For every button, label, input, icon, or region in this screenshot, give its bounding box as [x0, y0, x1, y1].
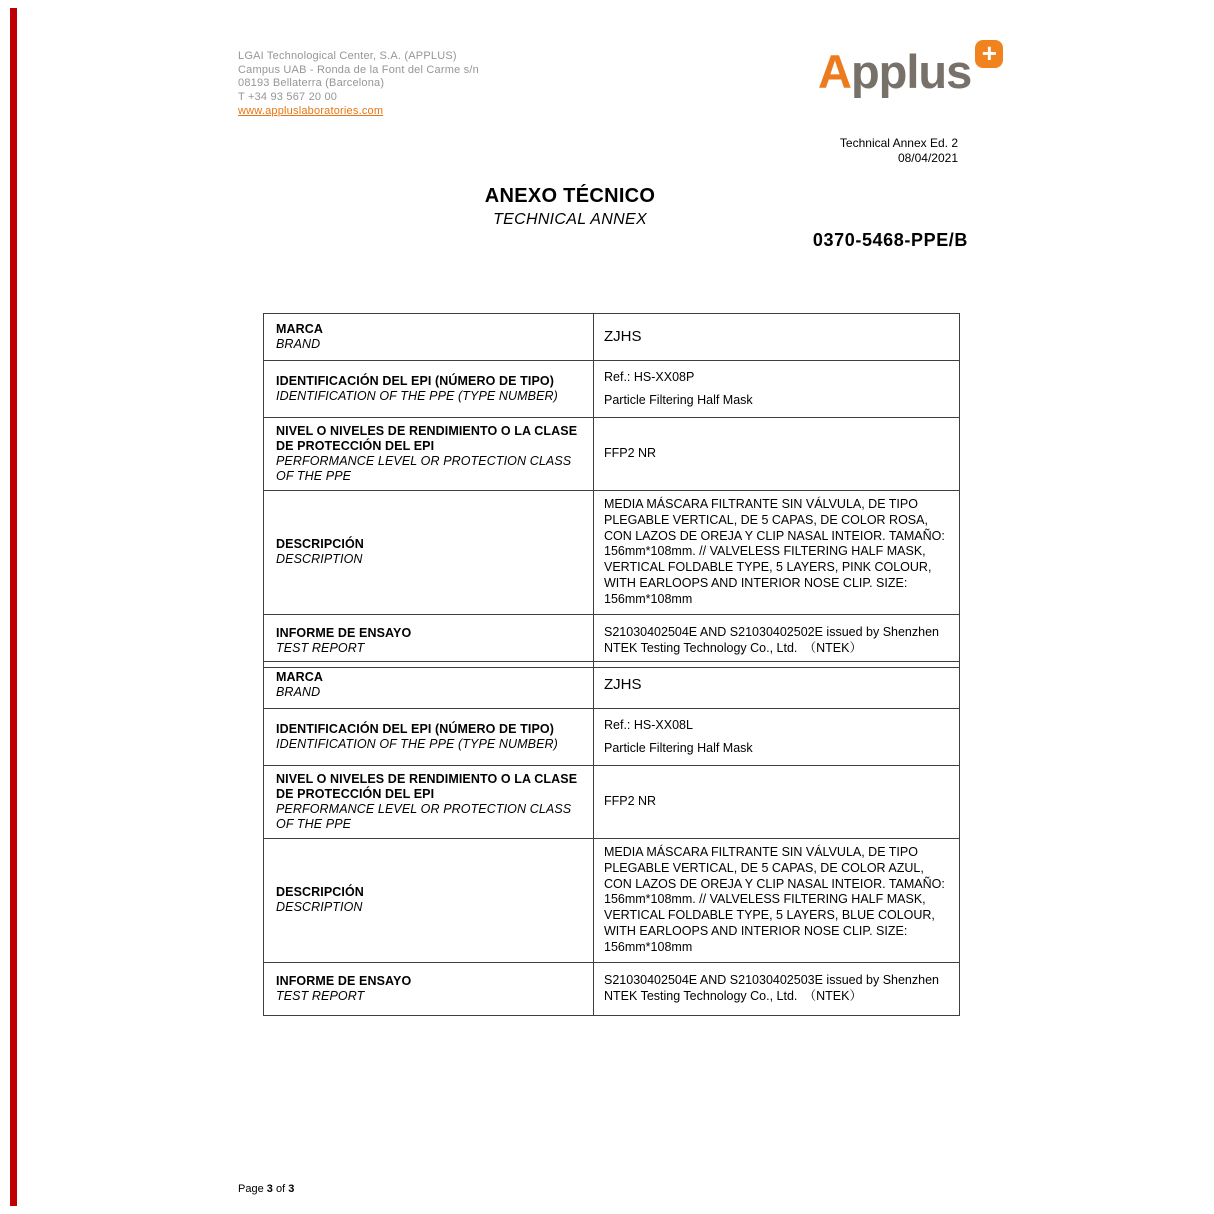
address-line: 08193 Bellaterra (Barcelona) [238, 77, 385, 89]
table-row [264, 766, 960, 839]
row-value: FFP2 NR [604, 794, 657, 809]
row-label-es: INFORME DE ENSAYO [276, 625, 412, 640]
title-block [420, 185, 720, 229]
row-value: ZJHS [604, 676, 642, 694]
row-value: Ref.: HS-XX08L [604, 717, 693, 732]
row-label-es: INFORME DE ENSAYO [276, 973, 412, 988]
row-label-en: IDENTIFICATION OF THE PPE (TYPE NUMBER) [276, 389, 558, 403]
address-line: LGAI Technological Center, S.A. (APPLUS) [238, 50, 457, 62]
row-value: FFP2 NR [604, 446, 657, 461]
annex-date: 08/04/2021 [897, 151, 958, 165]
row-label-en: IDENTIFICATION OF THE PPE (TYPE NUMBER) [276, 737, 558, 751]
row-label-en: DESCRIPTION [276, 552, 363, 567]
row-label-es: MARCA [276, 670, 324, 684]
address-line: T +34 93 567 20 00 [238, 90, 338, 103]
page-number: 3 [266, 1183, 273, 1195]
logo-letter-a: A [818, 45, 851, 98]
row-value: Ref.: HS-XX08P [604, 369, 695, 384]
row-label-en: PERFORMANCE LEVEL OR PROTECTION CLASS OF THE PPE [276, 802, 572, 831]
row-value: S21030402504E AND S21030402502E issued by Shenzhen NTEK Testing Technology Co., Ltd. （NTEK） [604, 624, 939, 655]
row-label-en: PERFORMANCE LEVEL OR PROTECTION CLASS OF THE PPE [276, 454, 572, 483]
row-value: MEDIA MÁSCARA FILTRANTE SIN VÁLVULA, DE TIPO PLEGABLE VERTICAL, DE 5 CAPAS, DE COLOR AZUL, CON LAZOS DE OREJA Y CLIP NASAL INTEIOR. TAMAÑO: 156mm*108mm. // VALVELESS FILTERING HALF MASK, VERTICAL FOLDABLE TYPE, 5 LAYERS, BLUE COLOUR, WITH EARLOOPS AND INTERIOR NOSE CLIP. SIZE: 156mm*108mm [604, 845, 945, 954]
table-row [264, 418, 960, 491]
row-label-en: BRAND [276, 685, 321, 699]
table-row [264, 839, 960, 963]
annex-edition: Technical Annex Ed. 2 [839, 136, 958, 150]
applus-logo [818, 38, 1003, 99]
plus-badge-icon: + [975, 40, 1003, 68]
of-label: of [275, 1183, 286, 1195]
page-footer [238, 1183, 294, 1195]
table-row [264, 614, 960, 667]
row-label-es: DESCRIPCIÓN [276, 885, 364, 900]
table-row [264, 709, 960, 766]
annex-meta [840, 136, 958, 166]
row-label-en: BRAND [276, 337, 321, 351]
row-value: ZJHS [604, 328, 642, 346]
row-label-es: NIVEL O NIVELES DE RENDIMIENTO O LA CLASE DE PROTECCIÓN DEL EPI [276, 424, 578, 453]
row-value-2: Particle Filtering Half Mask [604, 392, 753, 407]
row-value: MEDIA MÁSCARA FILTRANTE SIN VÁLVULA, DE TIPO PLEGABLE VERTICAL, DE 5 CAPAS, DE COLOR ROSA, CON LAZOS DE OREJA Y CLIP NASAL INTEIOR. TAMAÑO: 156mm*108mm. // VALVELESS FILTERING HALF MASK, VERTICAL FOLDABLE TYPE, 5 LAYERS, PINK COLOUR, WITH EARLOOPS AND INTERIOR NOSE CLIP. SIZE: 156mm*108mm [604, 497, 945, 606]
row-label-es: NIVEL O NIVELES DE RENDIMIENTO O LA CLASE DE PROTECCIÓN DEL EPI [276, 772, 578, 801]
row-label-es: IDENTIFICACIÓN DEL EPI (NÚMERO DE TIPO) [276, 722, 554, 736]
row-label-en: TEST REPORT [276, 640, 365, 655]
table-row [264, 662, 960, 709]
ppe-table-pink [263, 313, 960, 668]
row-value: S21030402504E AND S21030402503E issued by Shenzhen NTEK Testing Technology Co., Ltd. （NTEK） [604, 972, 939, 1003]
row-label-es: IDENTIFICACIÓN DEL EPI (NÚMERO DE TIPO) [276, 374, 554, 388]
left-margin-red-bar [10, 8, 17, 1206]
row-label-en: TEST REPORT [276, 988, 365, 1003]
table-row [264, 361, 960, 418]
page-subtitle: TECHNICAL ANNEX [493, 211, 647, 228]
page-title: ANEXO TÉCNICO [484, 185, 656, 207]
row-label-es: DESCRIPCIÓN [276, 537, 364, 552]
page-label: Page [238, 1183, 264, 1195]
logo-text: pplus [850, 45, 972, 98]
address-line: Campus UAB - Ronda de la Font del Carme s/n [238, 63, 479, 76]
table-row [264, 962, 960, 1015]
row-label-en: DESCRIPTION [276, 900, 363, 915]
row-label-es: MARCA [276, 322, 324, 336]
company-address-block [238, 50, 479, 119]
document-number: 0370-5468-PPE/B [812, 230, 968, 250]
table-row [264, 491, 960, 615]
row-value-2: Particle Filtering Half Mask [604, 740, 753, 755]
table-row [264, 314, 960, 361]
page-total: 3 [288, 1183, 295, 1195]
website-link[interactable]: www.appluslaboratories.com [238, 105, 384, 117]
ppe-table-blue [263, 661, 960, 1016]
